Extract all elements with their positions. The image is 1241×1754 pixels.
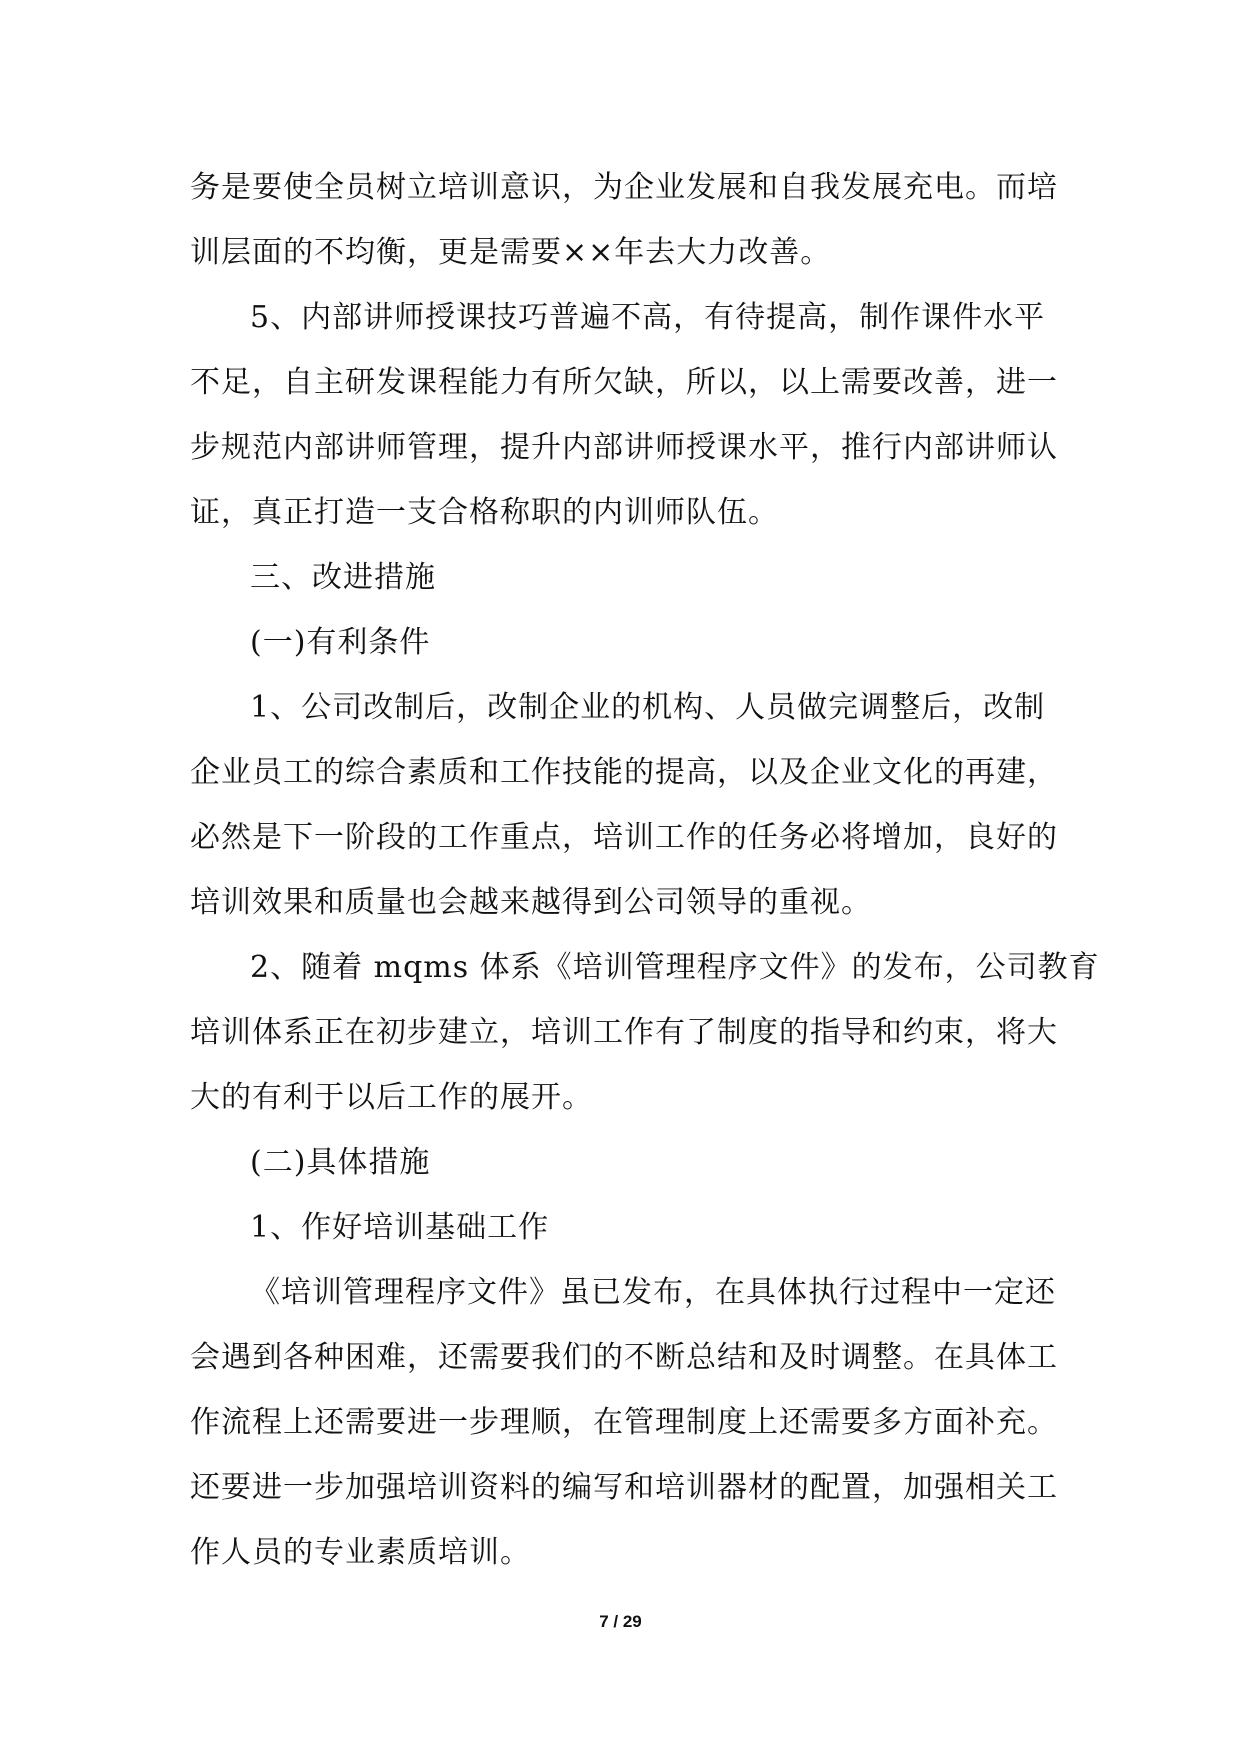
text-line: 作人员的专业素质培训。 — [190, 1535, 531, 1570]
body-text — [190, 155, 1100, 1585]
text-line: 证，真正打造一支合格称职的内训师队伍。 — [190, 495, 779, 530]
subsection-heading-measures: (二)具体措施 — [250, 1145, 431, 1180]
page-number: 7 / 29 — [599, 1612, 642, 1631]
section-heading-improvement: 三、改进措施 — [250, 560, 436, 595]
paragraph-foundation-start: 《培训管理程序文件》虽已发布，在具体执行过程中一定还 — [250, 1275, 1056, 1310]
paragraph-5-start: 5、内部讲师授课技巧普遍不高，有待提高，制作课件水平 — [250, 300, 1046, 335]
text-line: 作流程上还需要进一步理顺，在管理制度上还需要多方面补充。 — [190, 1405, 1058, 1440]
text-line: 务是要使全员树立培训意识，为企业发展和自我发展充电。而培 — [190, 170, 1058, 205]
text-line: 企业员工的综合素质和工作技能的提高，以及企业文化的再建， — [190, 755, 1058, 790]
text-line: 培训效果和质量也会越来越得到公司领导的重视。 — [190, 885, 872, 920]
text-line: 还要进一步加强培训资料的编写和培训器材的配置，加强相关工 — [190, 1470, 1058, 1505]
paragraph-2-start: 2、随着 mqms 体系《培训管理程序文件》的发布，公司教育 — [250, 950, 1100, 985]
text-line: 培训体系正在初步建立，培训工作有了制度的指导和约束，将大 — [190, 1015, 1058, 1050]
item-heading-foundation: 1、作好培训基础工作 — [250, 1210, 550, 1245]
subsection-heading-favorable: (一)有利条件 — [250, 625, 431, 660]
text-line: 会遇到各种困难，还需要我们的不断总结和及时调整。在具体工 — [190, 1340, 1058, 1375]
text-line: 训层面的不均衡，更是需要××年去大力改善。 — [190, 235, 832, 270]
text-line: 不足，自主研发课程能力有所欠缺，所以，以上需要改善，进一 — [190, 365, 1058, 400]
text-line: 必然是下一阶段的工作重点，培训工作的任务必将增加，良好的 — [190, 820, 1058, 855]
text-line: 大的有利于以后工作的展开。 — [190, 1080, 593, 1115]
text-line: 步规范内部讲师管理，提升内部讲师授课水平，推行内部讲师认 — [190, 430, 1058, 465]
paragraph-1-start: 1、公司改制后，改制企业的机构、人员做完调整后，改制 — [250, 690, 1046, 725]
